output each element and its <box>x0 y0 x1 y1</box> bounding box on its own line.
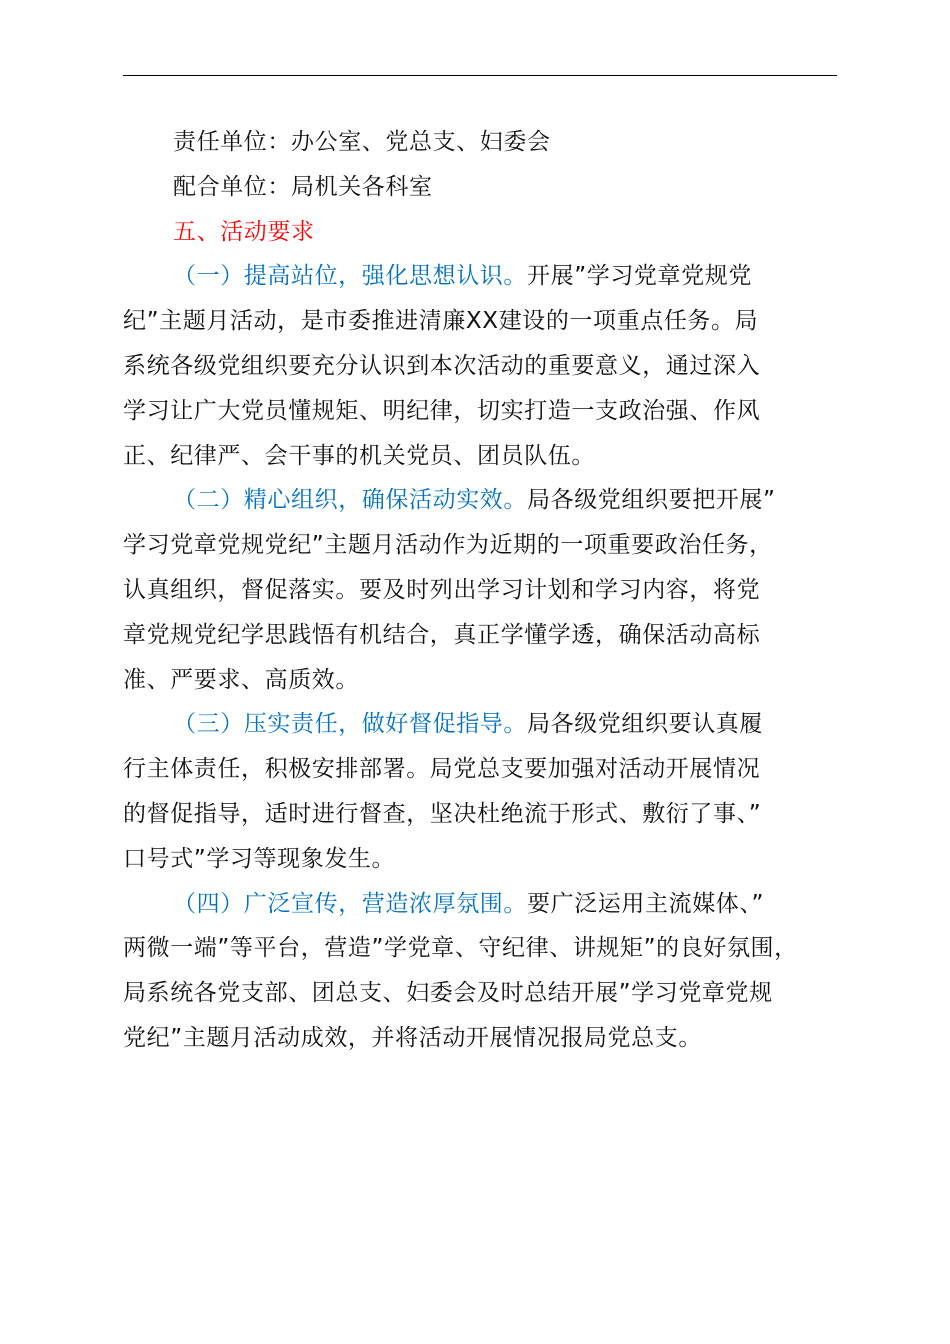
document-body <box>123 120 843 1061</box>
paragraph-line: 两微一端”等平台，营造”学党章、守纪律、讲规矩”的良好氛围， <box>123 935 798 962</box>
paragraph-line: 学习让广大党员懂规矩、明纪律，切实打造一支政治强、作风 <box>123 397 761 424</box>
paragraph <box>123 702 843 881</box>
paragraph-line: 认真组织，督促落实。要及时列出学习计划和学习内容，将党 <box>123 576 761 603</box>
paragraph-text: 开展”学习党章党规党 <box>527 263 752 290</box>
paragraph-text: 局各级党组织要认真履 <box>527 711 763 738</box>
paragraph-line: 局系统各党支部、团总支、妇委会及时总结开展”学习党章党规 <box>123 980 773 1007</box>
paragraph-text: 要广泛运用主流媒体、” <box>527 890 765 917</box>
responsible-units: 责任单位：办公室、党总支、妇委会 <box>173 129 551 155</box>
paragraph-line: 口号式”学习等现象发生。 <box>123 845 396 872</box>
paragraph-line: 学习党章党规党纪”主题月活动作为近期的一项重要政治任务， <box>123 532 773 559</box>
paragraph-line: 行主体责任，积极安排部署。局党总支要加强对活动开展情况 <box>123 756 761 783</box>
paragraph-title: （四）广泛宣传，营造浓厚氛围。 <box>173 890 527 917</box>
paragraph-line: 党纪”主题月活动成效，并将活动开展情况报局党总支。 <box>123 1024 702 1051</box>
paragraph <box>123 254 843 478</box>
paragraph-first-line <box>123 702 843 747</box>
paragraph-line: 章党规党纪学思践悟有机结合，真正学懂学透，确保活动高标 <box>123 621 761 648</box>
paragraph-line: 纪”主题月活动，是市委推进清廉XX建设的一项重点任务。局 <box>123 308 759 335</box>
paragraph-line: 正、纪律严、会干事的机关党员、团员队伍。 <box>123 442 595 469</box>
paragraph-title: （二）精心组织，确保活动实效。 <box>173 487 527 514</box>
paragraph-text: 局各级党组织要把开展” <box>527 487 776 514</box>
cooperating-units: 配合单位：局机关各科室 <box>173 173 433 200</box>
paragraph-line: 准、严要求、高质效。 <box>123 666 359 693</box>
paragraph <box>123 478 843 702</box>
paragraph-line: 系统各级党组织要充分认识到本次活动的重要意义，通过深入 <box>123 352 761 379</box>
paragraph-first-line <box>123 882 843 927</box>
paragraph-first-line <box>123 254 843 299</box>
paragraph <box>123 882 843 1061</box>
paragraph-line: 的督促指导，适时进行督查，坚决杜绝流于形式、敷衍了事、” <box>123 800 762 827</box>
paragraph-title: （三）压实责任，做好督促指导。 <box>173 711 527 738</box>
section-heading: 五、活动要求 <box>173 218 315 245</box>
paragraph-title: （一）提高站位，强化思想认识。 <box>173 263 527 290</box>
paragraph-first-line <box>123 478 843 523</box>
header-rule <box>123 75 837 76</box>
